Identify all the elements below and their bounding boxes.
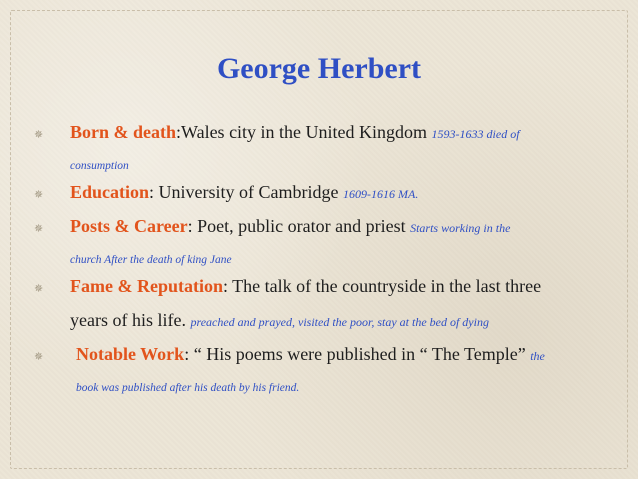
bullet-note: preached and prayed, visited the poor, stay at the bed of dying xyxy=(190,315,489,329)
bullet-separator: : xyxy=(184,344,194,364)
stitch-bullet-icon: ✵ xyxy=(34,350,44,363)
stitch-bullet-icon: ✵ xyxy=(34,222,44,235)
bullet-label: Notable Work xyxy=(76,344,185,364)
slide-title: George Herbert xyxy=(216,52,422,85)
bullet-text-continued: years of his life. xyxy=(70,310,191,330)
bullet-label: Born & death xyxy=(70,122,177,142)
bullet-note: the xyxy=(530,349,545,363)
bullet-note-continued: book was published after his death by his friend. xyxy=(76,382,300,394)
bullet-label: Education xyxy=(70,182,150,202)
bullet-separator: : xyxy=(176,122,182,142)
bullet-note-continued: consumption xyxy=(70,160,129,172)
bullet-separator: : xyxy=(222,276,233,296)
bullet-note: 1609-1616 MA. xyxy=(343,187,419,201)
bullet-note: Starts working in the xyxy=(410,221,511,235)
bullet-text: “ His poems were published in “ The Temple” xyxy=(193,344,531,364)
bullet-label: Fame & Reputation xyxy=(70,276,223,296)
bullet-note-continued: church After the death of king Jane xyxy=(70,254,232,266)
bullet-text: Wales city in the United Kingdom xyxy=(181,122,432,142)
bullet-separator: : xyxy=(149,182,159,202)
bullet-text: University of Cambridge xyxy=(158,182,344,202)
bullet-text: The talk of the countryside in the last three xyxy=(232,276,542,296)
bullet-note: 1593-1633 died of xyxy=(431,127,520,141)
bullet-label: Posts & Career xyxy=(70,216,188,236)
stitch-bullet-icon: ✵ xyxy=(34,188,44,201)
stitch-bullet-icon: ✵ xyxy=(34,282,44,295)
bullet-separator: : xyxy=(187,216,198,236)
stitch-bullet-icon: ✵ xyxy=(34,128,44,141)
bullet-text: Poet, public orator and priest xyxy=(197,216,411,236)
